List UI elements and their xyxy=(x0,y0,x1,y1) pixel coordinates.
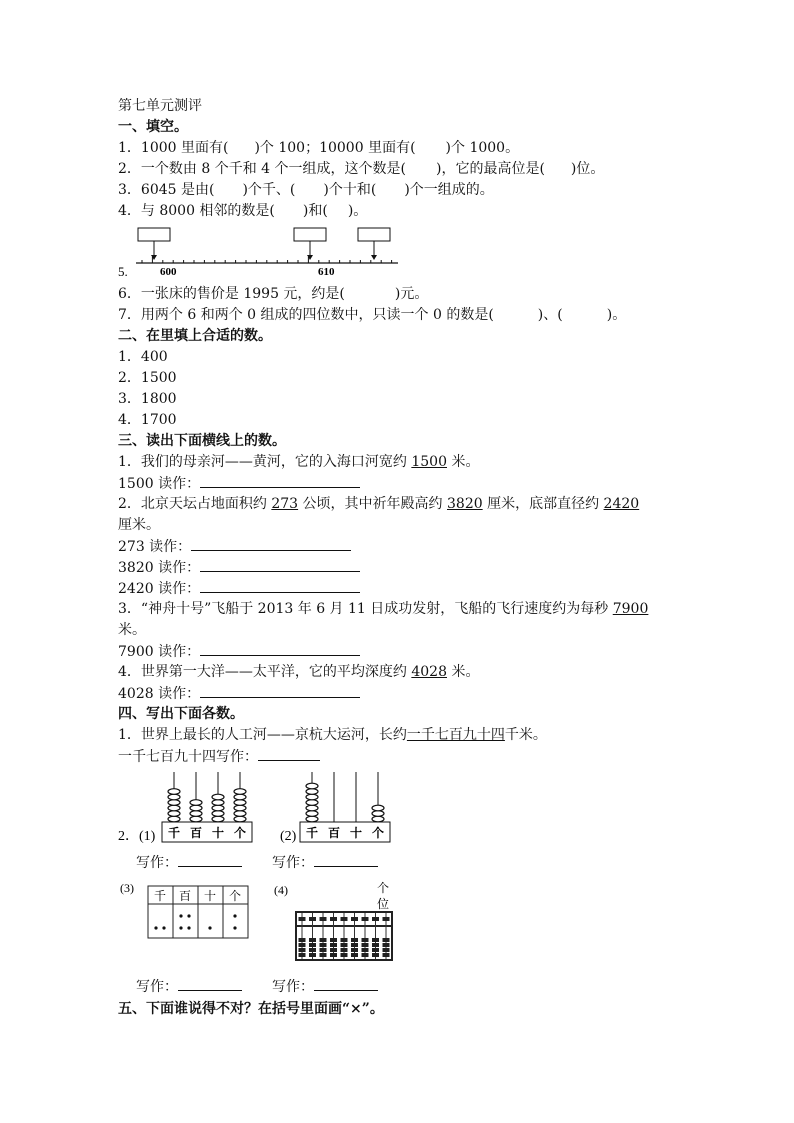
suanpan-bead xyxy=(341,943,348,947)
answer-blank[interactable] xyxy=(314,976,378,991)
question-1-2: 2．一个数由 8 个千和 4 个一组成，这个数是( )，它的最高位是( )位。 xyxy=(118,161,605,177)
abacus-bead xyxy=(234,805,246,811)
abacus-bead xyxy=(306,816,318,822)
suanpan xyxy=(274,880,398,968)
suanpan-bead xyxy=(372,943,379,947)
suanpan-bead xyxy=(341,917,348,921)
question-3-2-cont: 厘米。 xyxy=(118,517,160,533)
place-value-chart xyxy=(120,880,250,946)
section2-item: 4．1700 xyxy=(118,412,177,428)
question-3-2: 2．北京天坛占地面积约 273 公顷，其中祈年殿高约 3820 厘米，底部直径约 2420 xyxy=(118,496,640,512)
suanpan-bead xyxy=(341,953,348,957)
abacus-bead xyxy=(234,800,246,806)
suanpan-bead xyxy=(351,943,358,947)
question-1-3: 3．6045 是由( )个千、( )个十和( )个一组成的。 xyxy=(118,182,494,198)
section5-heading: 五、下面谁说得不对？在括号里面画“×”。 xyxy=(118,1001,384,1017)
suanpan-bead xyxy=(362,938,369,942)
abacus-bead xyxy=(168,789,180,795)
place-label: 百 xyxy=(189,826,203,840)
answer-blank[interactable] xyxy=(200,578,360,593)
number-line-question xyxy=(118,226,408,284)
place-label: 百 xyxy=(327,826,341,840)
tick-label-600: 600 xyxy=(160,266,177,278)
suanpan-bead xyxy=(383,948,390,952)
suanpan-bead xyxy=(341,938,348,942)
section2-item: 2．1500 xyxy=(118,370,177,386)
abacus-bead xyxy=(190,805,202,811)
abacus-2 xyxy=(280,768,400,848)
abacus-bead xyxy=(212,816,224,822)
place-label: 个 xyxy=(228,889,242,903)
answer-line-3820: 3820 读作： xyxy=(118,557,698,578)
tick-label-610: 610 xyxy=(318,266,335,278)
abacus-bead xyxy=(372,805,384,811)
suanpan-bead xyxy=(351,938,358,942)
section3-heading: 三、读出下面横线上的数。 xyxy=(118,433,286,449)
abacus-bead xyxy=(190,800,202,806)
question-label: (2) xyxy=(280,829,297,844)
place-label: 千 xyxy=(305,826,319,840)
question-1-4: 4．与 8000 相邻的数是( )和( )。 xyxy=(118,203,368,219)
counter-dots xyxy=(154,914,236,929)
abacus-bead xyxy=(168,811,180,817)
answer-box[interactable] xyxy=(138,228,170,241)
question-number: 5. xyxy=(118,264,128,279)
abacus-bead xyxy=(306,811,318,817)
abacus-bead xyxy=(212,811,224,817)
page-title: 第七单元测评 xyxy=(118,98,202,114)
abacus-bead xyxy=(212,794,224,800)
abacus-bead xyxy=(190,811,202,817)
section2-item: 1．400 xyxy=(118,349,168,365)
suanpan-bead xyxy=(299,948,306,952)
abacus-bead xyxy=(212,805,224,811)
answer-blank[interactable] xyxy=(200,641,360,656)
suanpan-bead xyxy=(299,953,306,957)
question-1-1: 1．1000 里面有( )个 100；10000 里面有( )个 1000。 xyxy=(118,140,520,156)
question-3-3-cont: 米。 xyxy=(118,622,146,638)
answer-box[interactable] xyxy=(358,228,390,241)
question-1-7: 7．用两个 6 和两个 0 组成的四位数中，只读一个 0 的数是( )、( )。 xyxy=(118,307,627,323)
answer-blank[interactable] xyxy=(258,746,320,761)
answer-blank[interactable] xyxy=(191,536,351,551)
answer-line-273: 273 读作： xyxy=(118,536,698,557)
suanpan-bead xyxy=(362,953,369,957)
abacus-bead xyxy=(372,811,384,817)
answer-line-write: 一千七百九十四写作： xyxy=(118,746,698,767)
section2-heading: 二、在里填上合适的数。 xyxy=(118,328,272,344)
abacus-bead xyxy=(234,789,246,795)
arrow-down-icon xyxy=(151,255,157,260)
question-3-4: 4．世界第一大洋——太平洋，它的平均深度约 4028 米。 xyxy=(118,664,480,680)
question-3-3: 3．“神舟十号”飞船于 2013 年 6 月 11 日成功发射，飞船的飞行速度约为每秒 7900 xyxy=(118,601,649,617)
suanpan-bead xyxy=(383,938,390,942)
answer-blank[interactable] xyxy=(314,852,378,867)
question-label: 2．(1) xyxy=(118,829,156,844)
answer-blank[interactable] xyxy=(178,976,242,991)
suanpan-bead xyxy=(299,917,306,921)
abacus-1 xyxy=(118,768,268,848)
answer-line-write-2: 写作： xyxy=(272,852,378,872)
abacus-bead xyxy=(306,800,318,806)
abacus-bead xyxy=(168,794,180,800)
answer-blank[interactable] xyxy=(178,852,242,867)
suanpan-bead xyxy=(372,953,379,957)
suanpan-bead xyxy=(372,917,379,921)
suanpan-bead xyxy=(309,948,316,952)
abacus-bead xyxy=(306,794,318,800)
suanpan-bead xyxy=(330,953,337,957)
suanpan-bead xyxy=(299,938,306,942)
suanpan-bead xyxy=(372,938,379,942)
place-label: 十 xyxy=(203,889,217,903)
section2-item: 3．1800 xyxy=(118,391,177,407)
abacus-bead xyxy=(372,816,384,822)
abacus-bead xyxy=(168,800,180,806)
abacus-bead xyxy=(190,816,202,822)
arrow-down-icon xyxy=(371,255,377,260)
suanpan-bead xyxy=(372,948,379,952)
answer-line-write-4: 写作： xyxy=(272,976,378,996)
abacus-bead xyxy=(168,805,180,811)
suanpan-bead xyxy=(309,943,316,947)
suanpan-bead xyxy=(341,948,348,952)
suanpan-bead xyxy=(362,948,369,952)
place-label: 位 xyxy=(376,897,390,911)
suanpan-bead xyxy=(320,943,327,947)
answer-line-2420: 2420 读作： xyxy=(118,578,698,599)
suanpan-bead xyxy=(309,917,316,921)
abacus-bead xyxy=(234,811,246,817)
suanpan-bead xyxy=(330,948,337,952)
suanpan-bead xyxy=(330,917,337,921)
answer-box[interactable] xyxy=(294,228,326,241)
suanpan-bead xyxy=(383,953,390,957)
number-line xyxy=(118,226,408,284)
abacus-bead xyxy=(306,789,318,795)
suanpan-bead xyxy=(309,938,316,942)
question-4-1: 1．世界上最长的人工河——京杭大运河，长约一千七百九十四千米。 xyxy=(118,727,547,743)
suanpan-bead xyxy=(351,948,358,952)
answer-line-1500: 1500 读作： xyxy=(118,473,698,494)
abacus-bead xyxy=(212,800,224,806)
suanpan-bead xyxy=(330,938,337,942)
answer-blank[interactable] xyxy=(200,473,360,488)
place-label: 千 xyxy=(153,889,167,903)
place-label: 千 xyxy=(167,826,181,840)
suanpan-bead xyxy=(383,917,390,921)
suanpan-bead xyxy=(320,917,327,921)
question-label: (3) xyxy=(120,881,134,895)
suanpan-bead xyxy=(309,953,316,957)
suanpan-bead xyxy=(362,943,369,947)
abacus-bead xyxy=(234,794,246,800)
suanpan-bead xyxy=(383,943,390,947)
place-label: 百 xyxy=(178,889,192,903)
abacus-bead xyxy=(168,816,180,822)
suanpan-bead xyxy=(351,953,358,957)
suanpan-bead xyxy=(320,938,327,942)
place-label: 十 xyxy=(349,826,363,840)
place-label: 个 xyxy=(233,826,247,840)
question-3-1: 1．我们的母亲河——黄河，它的入海口河宽约 1500 米。 xyxy=(118,454,480,470)
suanpan-bead xyxy=(362,917,369,921)
suanpan-bead xyxy=(320,948,327,952)
place-label: 个 xyxy=(371,826,385,840)
answer-line-4028: 4028 读作： xyxy=(118,683,698,704)
abacus-bead xyxy=(306,805,318,811)
suanpan-bead xyxy=(320,953,327,957)
abacus-bead xyxy=(234,816,246,822)
question-label: (4) xyxy=(274,883,288,897)
suanpan-bead xyxy=(299,943,306,947)
abacus-bead xyxy=(306,783,318,789)
suanpan-bead xyxy=(351,917,358,921)
section4-heading: 四、写出下面各数。 xyxy=(118,706,244,722)
answer-line-write-3: 写作： xyxy=(136,976,242,996)
place-label: 十 xyxy=(211,826,225,840)
suanpan-bead xyxy=(330,943,337,947)
answer-line-7900: 7900 读作： xyxy=(118,641,698,662)
answer-line-write-1: 写作： xyxy=(136,852,242,872)
answer-blank[interactable] xyxy=(200,683,360,698)
answer-blank[interactable] xyxy=(200,557,360,572)
place-label: 个 xyxy=(376,881,390,895)
section1-heading: 一、填空。 xyxy=(118,119,188,135)
question-1-6: 6．一张床的售价是 1995 元，约是( )元。 xyxy=(118,286,429,302)
